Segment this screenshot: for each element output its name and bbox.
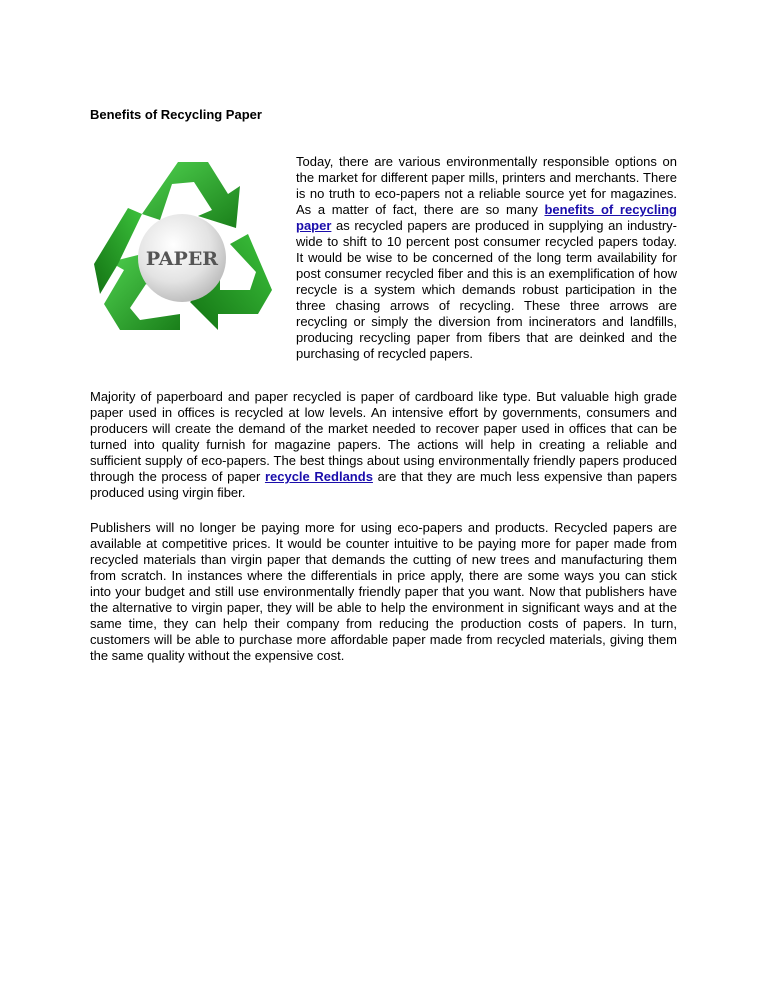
paragraph-2: Majority of paperboard and paper recycled is paper of cardboard like type. But valuable high grade paper used in offices is recycled at low levels. An intensive effort by governments, consumers and producers will create the demand of the market needed to recover paper used in offices that can be turned into quality furnish for magazine papers. The actions will help in creating a reliable and sufficient supply of eco-papers. The best things about using environmentally friendly papers produced through the process of paper recycle Redlands are that they are much less expensive than papers produced using virgin fiber. <box>90 389 677 500</box>
recycle-arrows-icon <box>90 154 276 350</box>
paragraph-1: Today, there are various environmentally responsible options on the market for different paper mills, printers and merchants. There is no truth to eco-papers not a reliable source yet for magazines. As a matter of fact, there are so many benefits of recycling paper as recycled papers are produced in supplying an industry-wide to shift to 10 percent post consumer recycled papers today. It would be wise to be concerned of the long term availability for post consumer recycled fiber and this is an exemplification of how recycle is a system which demands robust participation in the three chasing arrows of recycling. These three arrows are recycling or simply the diversion from incinerators and landfills, producing recycling paper from fibers that are deinked and the purchasing of recycled papers. <box>296 154 677 361</box>
recycle-redlands-link[interactable]: recycle Redlands <box>264 469 373 484</box>
document-title: Benefits of Recycling Paper <box>90 107 262 122</box>
intro-section <box>90 154 677 362</box>
logo-label: PAPER <box>145 248 219 270</box>
paragraph-3: Publishers will no longer be paying more for using eco-papers and products. Recycled papers are available at competitive prices. It would be counter intuitive to be paying more for paper made from recycled materials than virgin paper that demands the cutting of new trees and manufacturing them from scratch. In instances where the differentials in price apply, there are some ways you can stick into your budget and still use environmentally friendly paper that you want. Now that publishers have the alternative to virgin paper, they will be able to help the environment in significant ways and at the same time, they can help their company from reducing the production costs of papers. In turn, customers will be able to purchase more affordable paper made from recycled materials, giving them the same quality without the expensive cost. <box>90 520 677 663</box>
benefits-of-recycling-paper-link[interactable]: benefits of recycling paper <box>296 202 677 233</box>
paragraph-2-section <box>90 389 677 501</box>
paragraph-3-section <box>90 520 677 664</box>
recycle-paper-logo <box>90 154 276 350</box>
